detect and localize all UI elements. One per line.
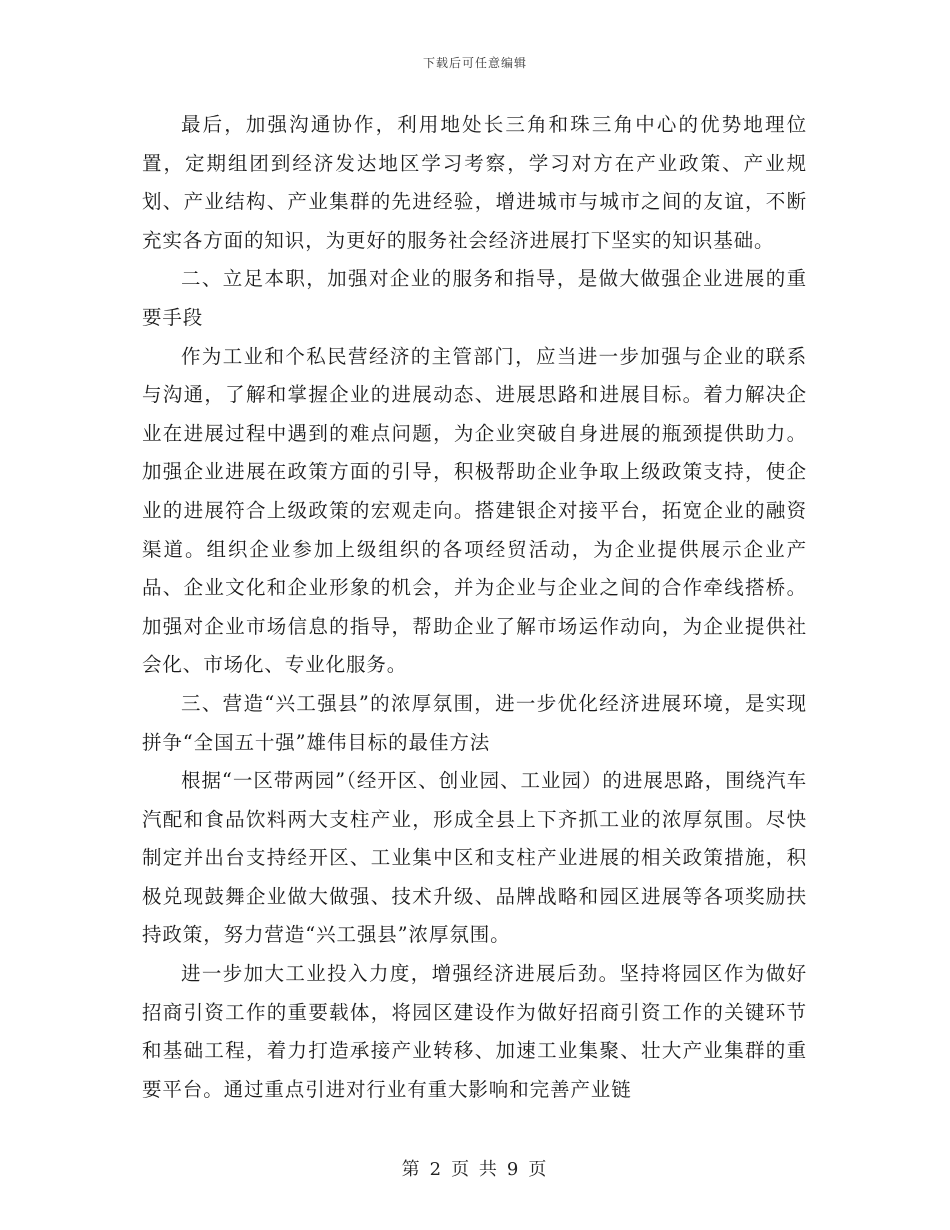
section-heading-2: 二、立足本职，加强对企业的服务和指导，是做大做强企业进展的重要手段 xyxy=(142,267,807,329)
footer-total-pages: 9 xyxy=(506,1159,521,1180)
footer-page-number: 2 xyxy=(429,1159,444,1180)
footer-prefix: 第 xyxy=(401,1159,422,1180)
page-footer xyxy=(0,1155,950,1181)
paragraph-4: 进一步加大工业投入力度，增强经济进展后劲。坚持将园区作为做好招商引资工作的重要载体，将园区建设作为做好招商引资工作的关键环节和基础工程，着力打造承接产业转移、加速工业集聚、壮大产业集群的重要平台。通过重点引进对行业有重大影响和完善产业链 xyxy=(142,962,807,1101)
paragraph-3: 根据“一区带两园”（经开区、创业园、工业园）的进展思路，围绕汽车汽配和食品饮料两大支柱产业，形成全县上下齐抓工业的浓厚氛围。尽快制定并出台支持经开区、工业集中区和支柱产业进展的相关政策措施，积极兑现鼓舞企业做大做强、技术升级、品牌战略和园区进展等各项奖励扶持政策，努力营造“兴工强县”浓厚氛围。 xyxy=(142,769,807,947)
footer-suffix: 页 xyxy=(528,1159,549,1180)
document-body xyxy=(142,106,807,1109)
paragraph-1: 最后，加强沟通协作，利用地处长三角和珠三角中心的优势地理位置，定期组团到经济发达地区学习考察，学习对方在产业政策、产业规划、产业结构、产业集群的先进经验，增进城市与城市之间的友谊，不断充实各方面的知识，为更好的服务社会经济进展打下坚实的知识基础。 xyxy=(142,113,807,252)
page-header-note: 下载后可任意编辑 xyxy=(422,56,527,70)
section-heading-3: 三、营造“兴工强县”的浓厚氛围，进一步优化经济进展环境，是实现拼争“全国五十强”雄伟目标的最佳方法 xyxy=(142,691,807,754)
footer-middle: 页 共 xyxy=(451,1159,499,1180)
paragraph-2: 作为工业和个私民营经济的主管部门，应当进一步加强与企业的联系与沟通，了解和掌握企业的进展动态、进展思路和进展目标。着力解决企业在进展过程中遇到的难点问题，为企业突破自身进展的瓶颈提供助力。加强企业进展在政策方面的引导，积极帮助企业争取上级政策支持，使企业的进展符合上级政策的宏观走向。搭建银企对接平台，拓宽企业的融资渠道。组织企业参加上级组织的各项经贸活动，为企业提供展示企业产品、企业文化和企业形象的机会，并为企业与企业之间的合作牵线搭桥。加强对企业市场信息的指导，帮助企业了解市场运作动向，为企业提供社会化、市场化、专业化服务。 xyxy=(142,344,807,677)
